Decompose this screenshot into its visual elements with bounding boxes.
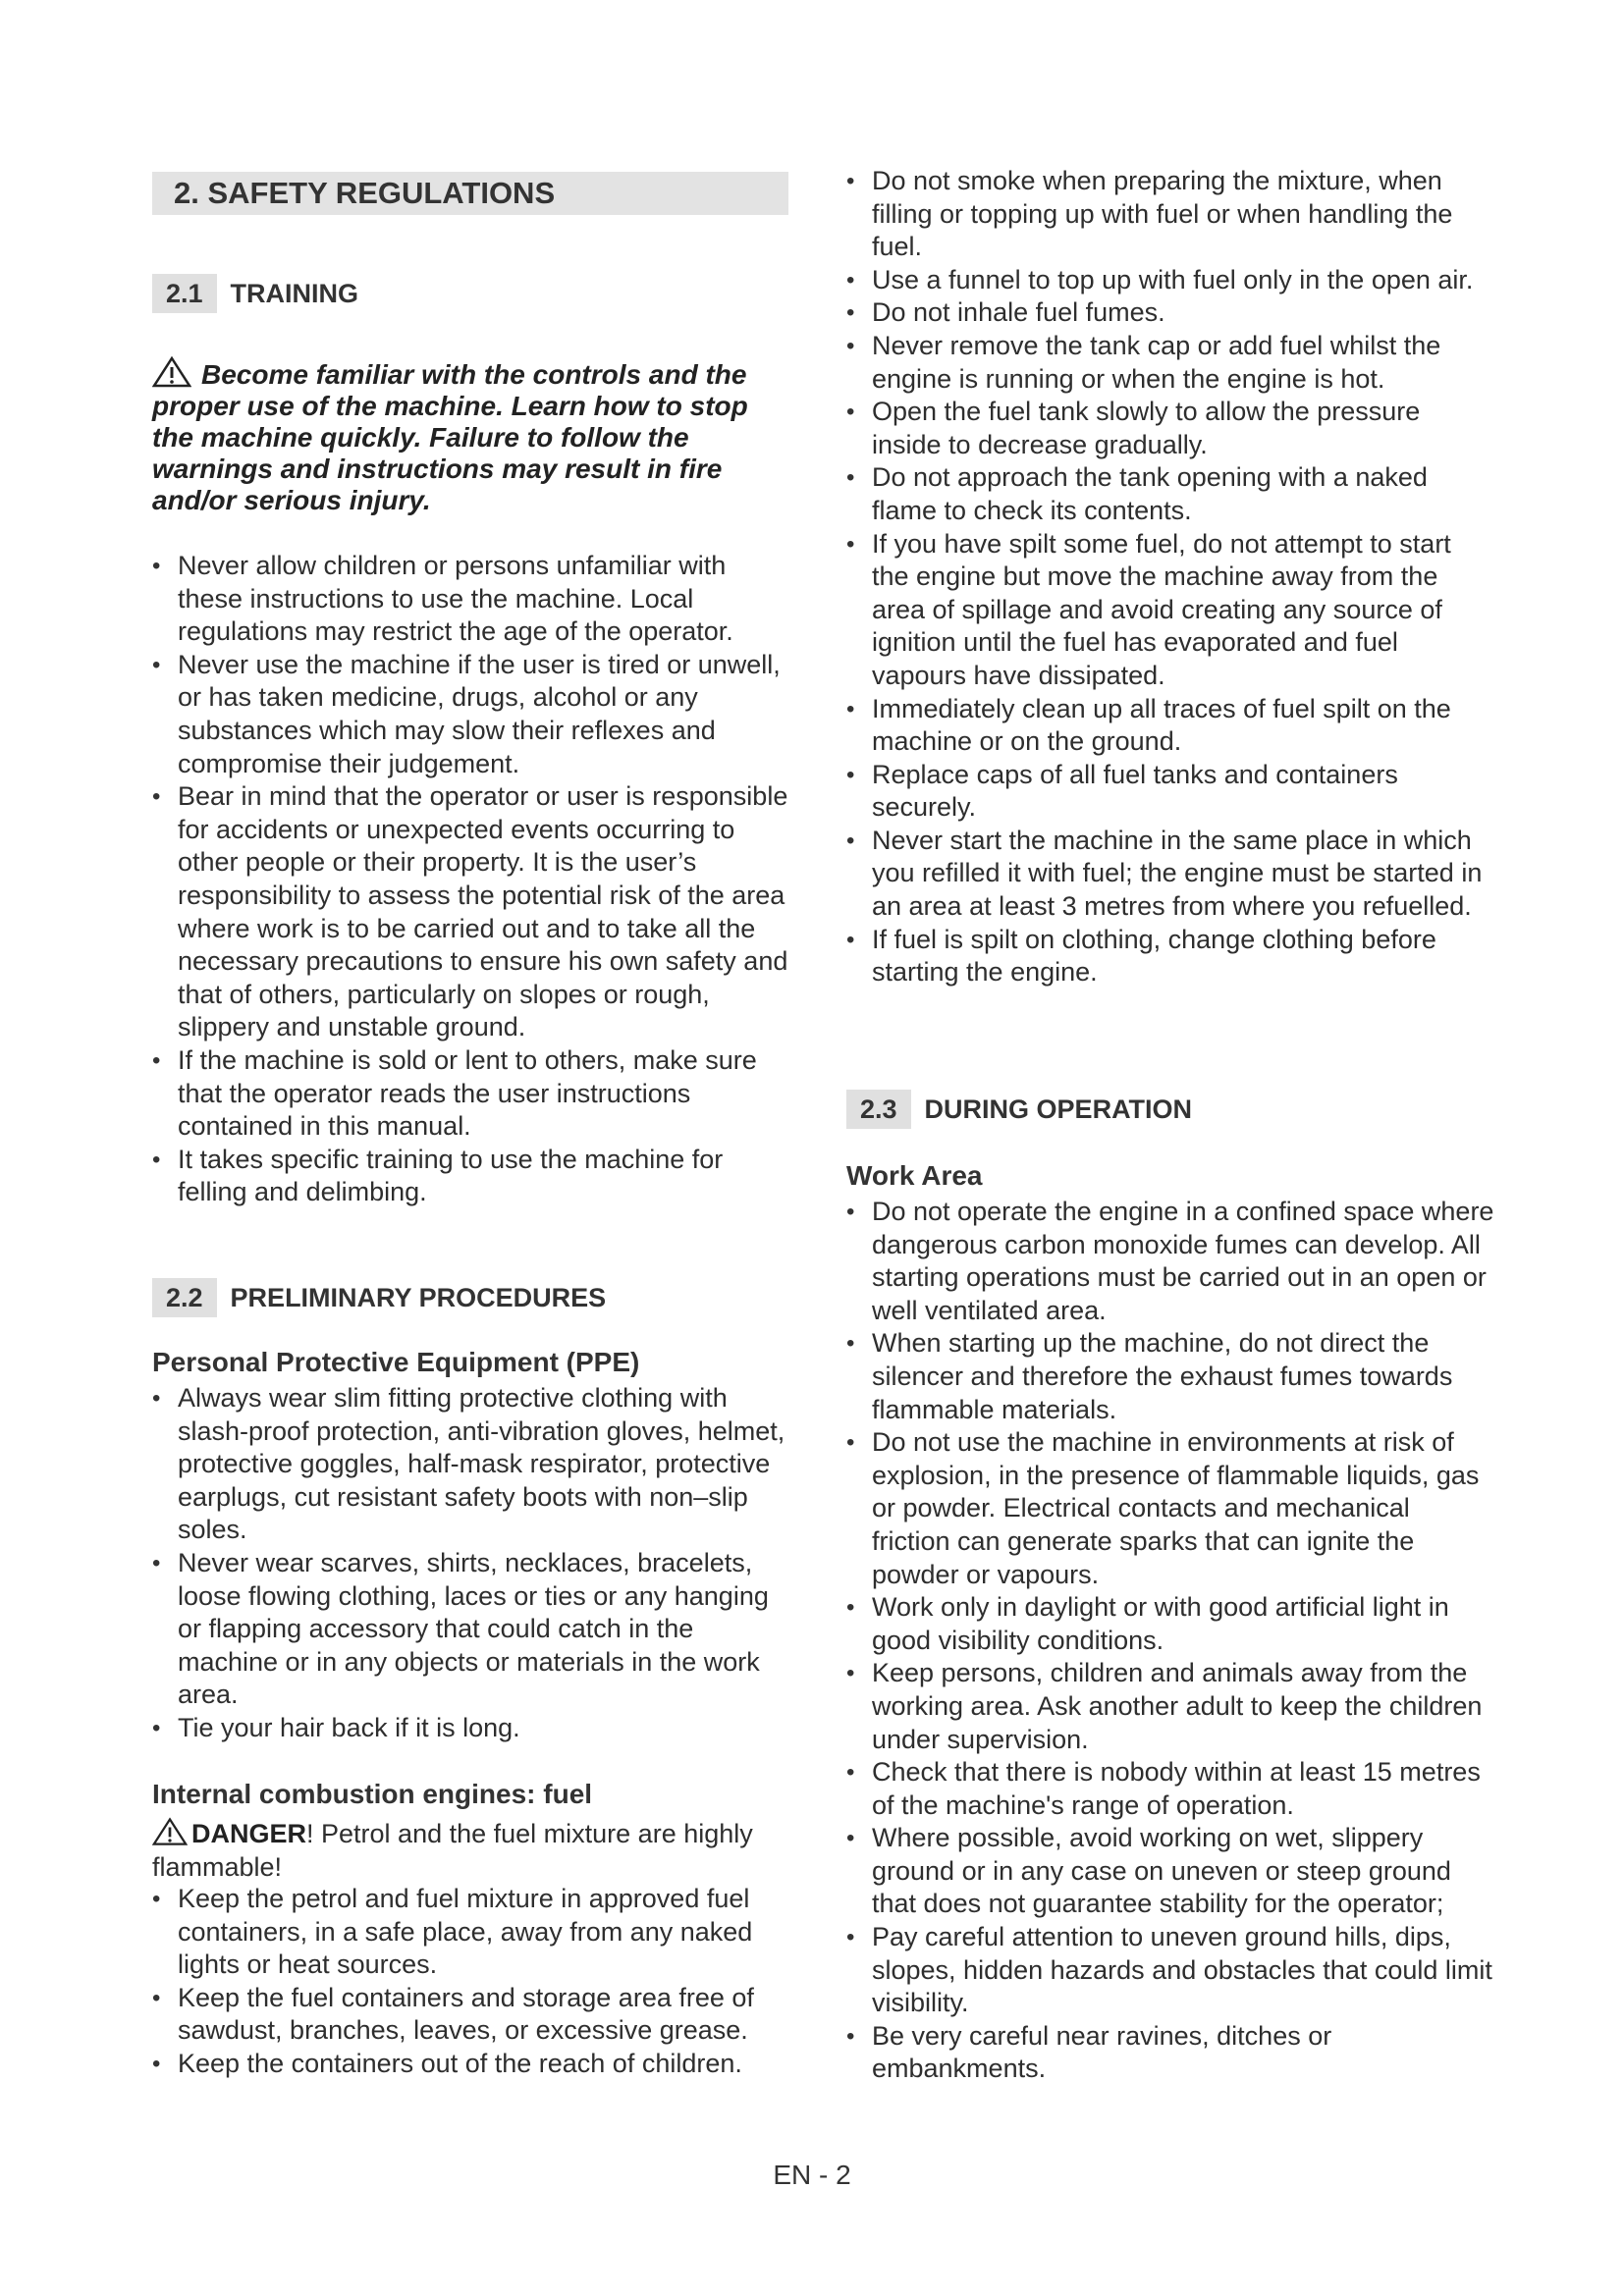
warning-text: and the proper use of the machine. Learn how to stop the machine quickly. Failure to follow the warnings and instructions may result in fire and/or serious injury.	[152, 359, 748, 515]
list-item: • Keep the petrol and fuel mixture in approved fuel containers, in a safe place, away from any naked lights or heat sources.	[152, 1883, 790, 1982]
list-item: • It takes specific training to use the machine for felling and delimbing.	[152, 1144, 790, 1209]
danger-label: DANGER	[191, 1819, 307, 1848]
list-item: • Bear in mind that the operator or user is responsible for accidents or unexpected events occurring to other people or their property. It is the user’s responsibility to assess the potential risk of the area where work is to be carried out and to take all the necessary precautions to ensure his own safety and that of others, particularly on slopes or rough, slippery and unstable ground.	[152, 780, 790, 1044]
fuel-list-left	[152, 1883, 790, 2081]
list-item: • Check that there is nobody within at least 15 metres of the machine's range of operation.	[846, 1756, 1494, 1822]
list-item: • If fuel is spilt on clothing, change clothing before starting the engine.	[846, 924, 1494, 989]
list-item: • Do not smoke when preparing the mixture, when filling or topping up with fuel or when handling the fuel.	[846, 165, 1494, 264]
danger-notice	[152, 1817, 761, 1884]
page-title: 2. SAFETY REGULATIONS	[152, 172, 788, 215]
fuel-heading: Internal combustion engines: fuel	[152, 1779, 593, 1809]
list-item: • Always wear slim fitting protective clothing with slash-proof protection, anti-vibration gloves, helmet, protective goggles, half-mask respirator, protective earplugs, cut resistant safety boots with non–slip soles.	[152, 1382, 790, 1547]
section-heading-training	[152, 274, 358, 313]
list-item: • Never use the machine if the user is tired or unwell, or has taken medicine, drugs, alcohol or any substances which may slow their reflexes and compromise their judgement.	[152, 649, 790, 780]
work-area-list	[846, 1196, 1494, 2086]
danger-text: ! Petrol and the fuel mixture are highly flammable!	[152, 1819, 753, 1882]
ppe-heading: Personal Protective Equipment (PPE)	[152, 1347, 640, 1377]
training-warning	[152, 356, 781, 516]
list-item: • Never wear scarves, shirts, necklaces, bracelets, loose flowing clothing, laces or ties or any hanging or flapping accessory that could catch in the machine or in any objects or materials in the work area.	[152, 1547, 790, 1712]
work-area-heading: Work Area	[846, 1160, 983, 1191]
list-item: • Tie your hair back if it is long.	[152, 1712, 790, 1745]
fuel-list-right	[846, 165, 1494, 989]
list-item: • Never start the machine in the same place in which you refilled it with fuel; the engine must be started in an area at least 3 metres from where you refuelled.	[846, 825, 1494, 924]
section-title: PRELIMINARY PROCEDURES	[230, 1282, 607, 1312]
list-item: • Do not use the machine in environments at risk of explosion, in the presence of flammable liquids, gas or powder. Electrical contacts and mechanical friction can generate sparks that can ignite the powder or vapours.	[846, 1426, 1494, 1591]
list-item: • Open the fuel tank slowly to allow the pressure inside to decrease gradually.	[846, 396, 1494, 461]
section-number: 2.2	[152, 1278, 217, 1317]
list-item: • Never remove the tank cap or add fuel whilst the engine is running or when the engine is hot.	[846, 330, 1494, 396]
warning-triangle-icon	[152, 356, 191, 388]
warning-line1: Become familiar with the controls	[201, 359, 642, 390]
list-item: • Never allow children or persons unfamiliar with these instructions to use the machine. Local regulations may restrict the age of the operator.	[152, 550, 790, 649]
list-item: • Be very careful near ravines, ditches or embankments.	[846, 2020, 1494, 2086]
section-heading-preliminary	[152, 1278, 606, 1317]
warning-triangle-icon	[152, 1817, 188, 1846]
list-item: • Keep the containers out of the reach of children.	[152, 2048, 790, 2081]
ppe-list	[152, 1382, 790, 1745]
list-item: • When starting up the machine, do not direct the silencer and therefore the exhaust fumes towards flammable materials.	[846, 1327, 1494, 1426]
list-item: • Do not approach the tank opening with a naked flame to check its contents.	[846, 461, 1494, 527]
list-item: • Do not inhale fuel fumes.	[846, 296, 1494, 330]
training-list	[152, 550, 790, 1209]
list-item: • Use a funnel to top up with fuel only in the open air.	[846, 264, 1494, 297]
list-item: • Keep persons, children and animals away from the working area. Ask another adult to keep the children under supervision.	[846, 1657, 1494, 1756]
section-title: DURING OPERATION	[924, 1094, 1193, 1124]
list-item: • Do not operate the engine in a confined space where dangerous carbon monoxide fumes can develop. All starting operations must be carried out in an open or well ventilated area.	[846, 1196, 1494, 1327]
list-item: • If the machine is sold or lent to others, make sure that the operator reads the user instructions contained in this manual.	[152, 1044, 790, 1144]
list-item: • If you have spilt some fuel, do not attempt to start the engine but move the machine away from the area of spillage and avoid creating any source of ignition until the fuel has evaporated and fuel vapours have dissipated.	[846, 528, 1494, 693]
list-item: • Where possible, avoid working on wet, slippery ground or in any case on uneven or steep ground that does not guarantee stability for the operator;	[846, 1822, 1494, 1921]
page-number: EN - 2	[773, 2160, 851, 2190]
section-number: 2.3	[846, 1090, 911, 1129]
section-title: TRAINING	[230, 278, 359, 308]
list-item: • Replace caps of all fuel tanks and containers securely.	[846, 759, 1494, 825]
list-item: • Work only in daylight or with good artificial light in good visibility conditions.	[846, 1591, 1494, 1657]
section-heading-operation	[846, 1090, 1192, 1129]
list-item: • Immediately clean up all traces of fuel spilt on the machine or on the ground.	[846, 693, 1494, 759]
section-number: 2.1	[152, 274, 217, 313]
list-item: • Pay careful attention to uneven ground hills, dips, slopes, hidden hazards and obstacles that could limit visibility.	[846, 1921, 1494, 2020]
list-item: • Keep the fuel containers and storage area free of sawdust, branches, leaves, or excessive grease.	[152, 1982, 790, 2048]
